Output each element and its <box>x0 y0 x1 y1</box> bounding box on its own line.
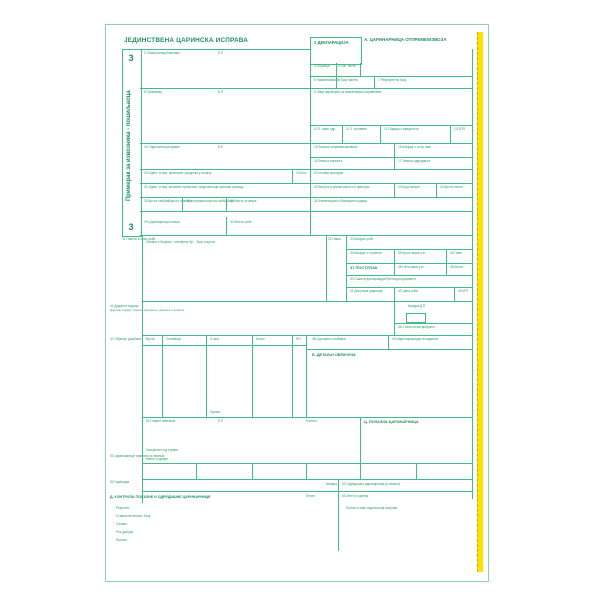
copy-vertical-text: Примерак за извозника - пошиљаоца <box>126 90 132 201</box>
field-49-label: 49 Идентификација складишта <box>392 337 439 341</box>
d-line-1: Стављени печати: Број: <box>116 514 152 518</box>
f47-total: Укупно <box>210 410 221 414</box>
field-8-label: 8 Прималац <box>144 90 162 94</box>
field-36-label: 36 Повл. <box>450 251 463 255</box>
field-48-label: 48 Одложено плаћање <box>312 337 346 341</box>
field-8-no: Б.Р. <box>218 90 224 94</box>
field-44-label: 44 Додатни подаци <box>110 304 139 308</box>
field-4-label: 4 Тов. листе <box>338 64 357 68</box>
field-31-label: 31 Пакети и опис робе <box>122 237 156 241</box>
copy-number-top: 3 <box>128 53 134 63</box>
field-44-sub: Додатни подаци, поднети документи, уверења и дозволе <box>110 308 185 312</box>
form-title: ЈЕДИНСТВЕНА ЦАРИНСКА ИСПРАВА <box>124 37 249 44</box>
field-39-label: 39 Квота <box>450 265 463 269</box>
f47-col-2: Стопа <box>210 337 219 341</box>
copy-number-bottom: 3 <box>128 222 134 232</box>
field-21-label: 21 Идент. и нац. активног превозног средства које прелази границу <box>144 185 244 189</box>
d-line-3: Рок (датум): <box>116 530 134 534</box>
field-52-label: 52 Гаранција <box>110 480 130 484</box>
field-32-label: 32 Наим. <box>328 237 342 241</box>
field-18-label: 18 Идент. и нац. превозног средства у полазу <box>144 171 212 175</box>
field-7-label: 7 Референтни број <box>378 78 407 82</box>
field-30-label: 30 Место робе <box>230 220 252 224</box>
field-29-label: 29 Царинарница излаза <box>144 220 180 224</box>
field-44a-label: Шифра Д.П. <box>408 304 426 308</box>
dispatch-office: А. ЦАРИНАРНИЦА ОТПРЕМЕ/ИЗВОЗА <box>364 37 447 42</box>
field-43-label: 43 М.Р. <box>458 289 469 293</box>
field-16-label: 16 Земља порекла <box>314 159 342 163</box>
d-line-4: Потпис: <box>116 538 128 542</box>
field-33-label: 33 Шифра робе <box>350 237 374 241</box>
copy-column <box>122 49 142 237</box>
field-40-label: 40 Сажета декларација/Претходни документ <box>350 277 417 281</box>
field-50-place: Место и датум: <box>146 457 169 461</box>
field-6-label: 6 Број пакета <box>338 78 358 82</box>
d-line-0: Резултат: <box>116 506 130 510</box>
field-27-label: 27 Место утовара <box>230 199 257 203</box>
field-26-label: 26 Унутрашња врста саобраћаја <box>186 199 235 203</box>
field-28-label: 28 Финансијски и банкарски подаци <box>314 199 367 203</box>
field-3-label: 3 Обрасци <box>314 64 330 68</box>
field-41-label: 41 Допунска јединица <box>350 289 383 293</box>
field-47-label: 47 Обрачун дажбина <box>110 337 142 341</box>
field-19-label: 19 Кон. <box>296 171 307 175</box>
f47-col-1: Основица <box>166 337 181 341</box>
section-b: Б. ДЕТАЉИ ОБРАЧУНА <box>312 353 356 357</box>
f47-col-3: Износ <box>256 337 265 341</box>
field-38-label: 38 Нето маса у кг <box>398 265 424 269</box>
field-50-rep: Заступљен од стране <box>146 448 178 452</box>
field-10-label: 10 З. прво одр. <box>314 127 337 131</box>
section-c: Ц. ПОЛАЗНА ЦАРИНАРНИЦА <box>364 420 419 424</box>
field-52a-label: Шифра <box>326 482 337 486</box>
field-34-label: 34 Шифра з. порекла <box>350 251 382 255</box>
field-42-label: 42 Цена робе <box>398 289 419 293</box>
field-37-label: 37 ПОСТУПАК <box>350 265 378 270</box>
f47-col-4: НП <box>296 337 301 341</box>
f47-col-0: Врста <box>146 337 155 341</box>
field-15a-label: 15 Шифра з. отпр./изв. <box>398 145 432 149</box>
field-9-label: 9 Лице одговорно за финансијско поравнање <box>314 90 382 94</box>
field-14-no: Б.Р. <box>218 145 224 149</box>
d-line-2: Ознаке: <box>116 522 128 526</box>
field-35-label: 35 Бруто маса у кг <box>398 251 426 255</box>
field-54-sign: Потпис и име подносиоца исправе <box>346 506 398 510</box>
field-14-label: 14 Подносилац исправе <box>144 145 180 149</box>
field-50-no: Б.Р. <box>218 419 224 423</box>
field-13-label: 13 ЗПП <box>454 127 465 131</box>
field-54-label: 54 Место и датум: <box>342 494 369 498</box>
field-2-label: 2 Пошиљалац/Извозник <box>144 51 180 55</box>
field-22-label: 22 Валута и укупан износ по фактури <box>314 185 370 189</box>
field-2-no: Б.Р. <box>218 51 224 55</box>
field-23-label: 23 Курс валуте <box>398 185 421 189</box>
field-20-label: 20 Услови испоруке <box>314 171 344 175</box>
field-25-label: 25 Врста саобраћаја на граници <box>144 199 192 203</box>
field-12-label: 12 Подаци о вредности <box>384 127 419 131</box>
declaration-label: 1 ДЕКЛАРАЦИЈА <box>314 40 349 45</box>
customs-declaration-sheet <box>105 24 489 582</box>
field-11-label: 11 З. трговине <box>346 127 367 131</box>
field-17-label: 17 Земља одредишта <box>398 159 431 163</box>
field-5-label: 5 Наименования <box>314 78 339 82</box>
field-15-label: 15 Земља отпремања/извоза <box>314 145 358 149</box>
field-50-label: 50 Главни обвезник <box>146 419 176 423</box>
section-d-stamp: Печат <box>306 494 315 498</box>
field-44a-box <box>406 313 426 323</box>
field-24-label: 24 Врста посла <box>440 185 463 189</box>
field-31-sub: Ознаке и бројеви - контејнер бр. - број и врста <box>146 240 215 244</box>
field-46-label: 46 Статистичка вредност <box>398 325 436 329</box>
section-d: Д. КОНТРОЛА ПОЛАЗНЕ И ОДРЕДИШНЕ ЦАРИНАРНИЦЕ <box>110 495 211 499</box>
field-53-label: 53 Одредишна царинарница (и земља) <box>342 482 401 486</box>
perforation-strip <box>477 32 483 572</box>
field-51-label: 51 Царинарнице транзита (и земља) <box>110 454 165 458</box>
field-50-sign: Потпис: <box>306 419 318 423</box>
